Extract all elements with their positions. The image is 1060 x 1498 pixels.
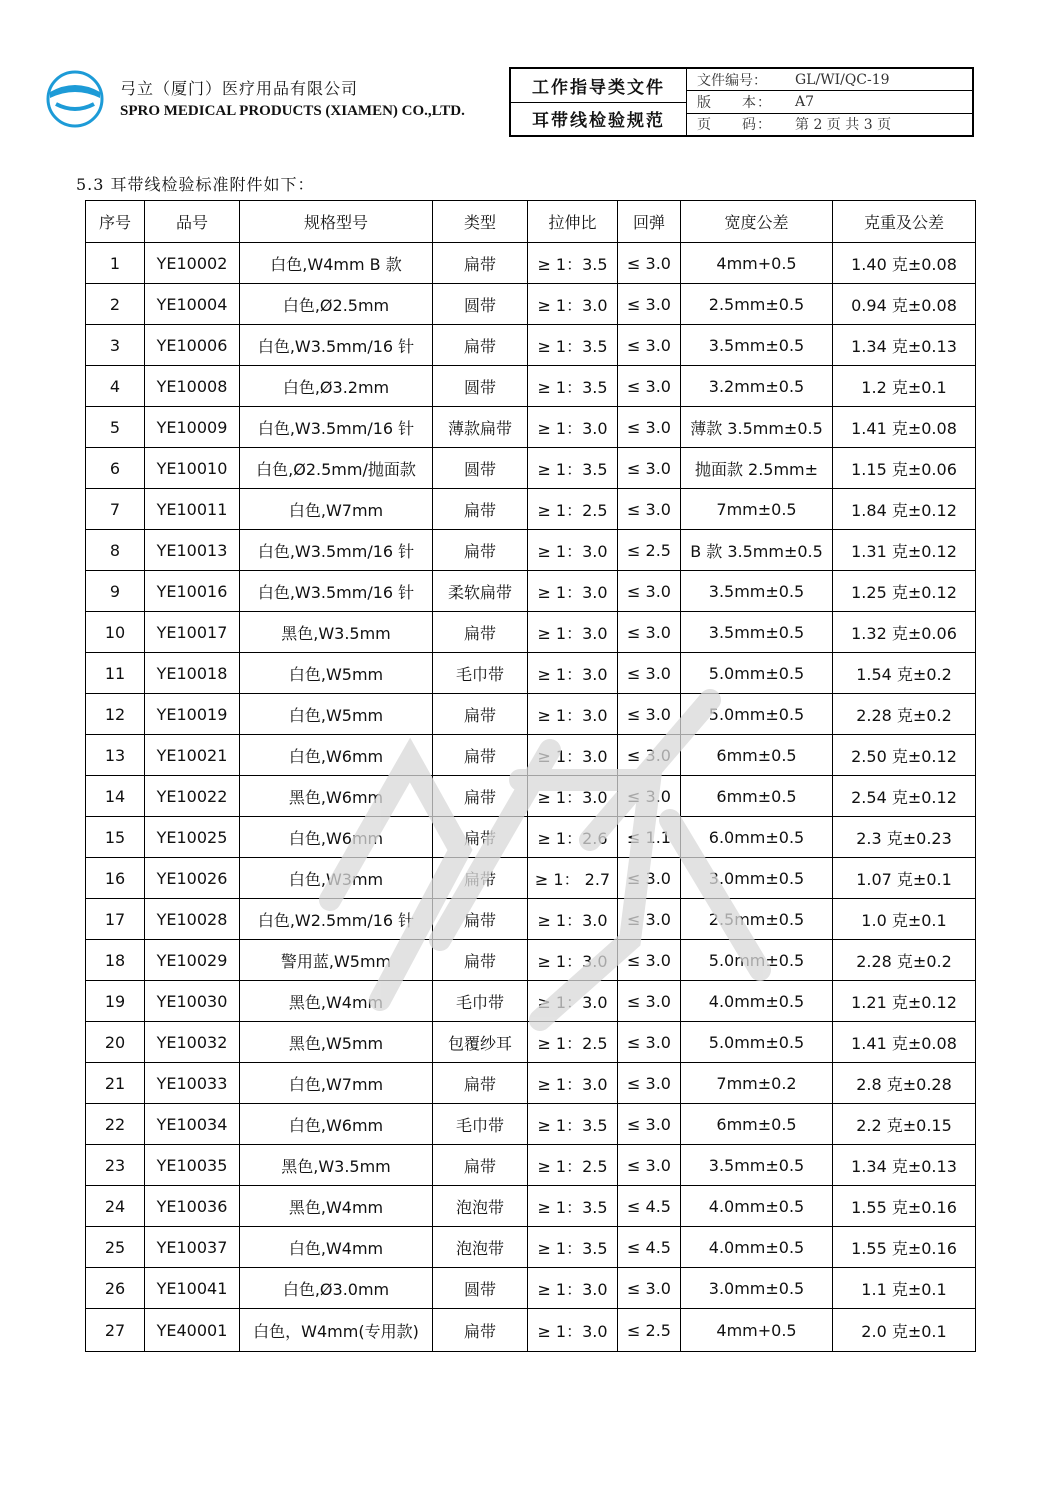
col-stretch-ratio-cell: ≥ 1：3.0 — [528, 653, 618, 694]
col-item-no-cell: YE10041 — [145, 1268, 240, 1309]
table-row — [86, 366, 976, 407]
col-rebound-cell: ≤ 3.0 — [618, 1268, 681, 1309]
company-logo-icon — [46, 70, 104, 128]
col-spec-cell: 白色,W7mm — [240, 1063, 433, 1104]
col-weight-tolerance-cell: 2.54 克±0.12 — [833, 776, 976, 817]
col-weight-tolerance-cell: 1.07 克±0.1 — [833, 858, 976, 899]
col-width-tolerance-cell: 5.0mm±0.5 — [681, 653, 833, 694]
document-number-row — [687, 69, 972, 91]
table-row — [86, 776, 976, 817]
company-name — [120, 78, 465, 122]
col-type-cell: 扁带 — [433, 612, 528, 653]
col-weight-tolerance-cell: 2.8 克±0.28 — [833, 1063, 976, 1104]
col-type-cell: 泡泡带 — [433, 1227, 528, 1268]
col-weight-tolerance-cell: 1.34 克±0.13 — [833, 325, 976, 366]
col-type-cell: 扁带 — [433, 243, 528, 284]
col-spec-cell: 白色,W5mm — [240, 694, 433, 735]
col-rebound-cell: ≤ 3.0 — [618, 1022, 681, 1063]
col-type-cell: 圆带 — [433, 284, 528, 325]
col-item-no-cell: YE10013 — [145, 530, 240, 571]
col-type-cell: 扁带 — [433, 776, 528, 817]
col-weight-tolerance-cell: 1.31 克±0.12 — [833, 530, 976, 571]
col-type-cell: 扁带 — [433, 940, 528, 981]
col-weight-tolerance-cell: 1.40 克±0.08 — [833, 243, 976, 284]
col-spec-cell: 白色,W6mm — [240, 1104, 433, 1145]
col-weight-tolerance-cell: 1.41 克±0.08 — [833, 407, 976, 448]
col-type-cell: 扁带 — [433, 530, 528, 571]
col-spec-cell: 黑色,W3.5mm — [240, 612, 433, 653]
col-weight-tolerance-cell: 1.41 克±0.08 — [833, 1022, 976, 1063]
col-rebound-cell: ≤ 3.0 — [618, 858, 681, 899]
col-rebound-cell: ≤ 4.5 — [618, 1186, 681, 1227]
col-width-tolerance-cell: 4.0mm±0.5 — [681, 981, 833, 1022]
col-width-tolerance-cell: 3.5mm±0.5 — [681, 571, 833, 612]
document-number: GL/WI/QC-19 — [795, 71, 890, 88]
col-index-cell: 22 — [86, 1104, 145, 1145]
col-spec-cell: 白色,W7mm — [240, 489, 433, 530]
col-index-cell: 8 — [86, 530, 145, 571]
col-stretch-ratio-cell: ≥ 1：3.5 — [528, 1186, 618, 1227]
col-type-cell: 扁带 — [433, 325, 528, 366]
col-spec-cell: 黑色,W4mm — [240, 1186, 433, 1227]
col-index-cell: 4 — [86, 366, 145, 407]
col-type-cell: 柔软扁带 — [433, 571, 528, 612]
table-row — [86, 653, 976, 694]
col-weight-tolerance-cell: 1.84 克±0.12 — [833, 489, 976, 530]
col-type-cell: 扁带 — [433, 489, 528, 530]
table-row — [86, 530, 976, 571]
col-width-tolerance-cell: 7mm±0.2 — [681, 1063, 833, 1104]
page-info: 第 2 页 共 3 页 — [795, 117, 892, 134]
col-index-cell: 18 — [86, 940, 145, 981]
section-title: 5.3 耳带线检验标准附件如下： — [76, 175, 315, 194]
col-type-cell: 扁带 — [433, 1063, 528, 1104]
col-width-tolerance-cell: 7mm±0.5 — [681, 489, 833, 530]
col-rebound-cell: ≤ 3.0 — [618, 1104, 681, 1145]
col-item-no-cell: YE10011 — [145, 489, 240, 530]
col-width-tolerance-cell: 4mm+0.5 — [681, 1309, 833, 1352]
col-stretch-ratio-cell: ≥ 1：3.5 — [528, 243, 618, 284]
header-col-stretch-ratio: 拉伸比 — [528, 201, 618, 243]
table-row — [86, 735, 976, 776]
document-category: 工作指导类文件 — [511, 69, 686, 103]
col-type-cell: 泡泡带 — [433, 1186, 528, 1227]
ear-loop-spec-table — [85, 200, 976, 1352]
col-item-no-cell: YE10006 — [145, 325, 240, 366]
table-row — [86, 940, 976, 981]
col-item-no-cell: YE10026 — [145, 858, 240, 899]
col-index-cell: 6 — [86, 448, 145, 489]
col-spec-cell: 白色,W3.5mm/16 针 — [240, 530, 433, 571]
col-stretch-ratio-cell: ≥ 1：3.0 — [528, 571, 618, 612]
col-width-tolerance-cell: 3.0mm±0.5 — [681, 1268, 833, 1309]
table-row — [86, 1104, 976, 1145]
col-rebound-cell: ≤ 3.0 — [618, 489, 681, 530]
col-item-no-cell: YE10033 — [145, 1063, 240, 1104]
col-width-tolerance-cell: 抛面款 2.5mm± — [681, 448, 833, 489]
col-type-cell: 圆带 — [433, 366, 528, 407]
col-index-cell: 25 — [86, 1227, 145, 1268]
col-spec-cell: 黑色,W5mm — [240, 1022, 433, 1063]
col-index-cell: 14 — [86, 776, 145, 817]
col-width-tolerance-cell: 3.5mm±0.5 — [681, 325, 833, 366]
col-stretch-ratio-cell: ≥ 1：3.0 — [528, 284, 618, 325]
header-col-spec: 规格型号 — [240, 201, 433, 243]
col-item-no-cell: YE10022 — [145, 776, 240, 817]
col-type-cell: 圆带 — [433, 448, 528, 489]
col-weight-tolerance-cell: 2.2 克±0.15 — [833, 1104, 976, 1145]
col-stretch-ratio-cell: ≥ 1：2.6 — [528, 817, 618, 858]
col-spec-cell: 白色,Ø3.0mm — [240, 1268, 433, 1309]
version-row — [687, 91, 972, 113]
col-type-cell: 扁带 — [433, 1145, 528, 1186]
col-spec-cell: 白色,Ø2.5mm/抛面款 — [240, 448, 433, 489]
col-weight-tolerance-cell: 1.21 克±0.12 — [833, 981, 976, 1022]
col-width-tolerance-cell: 3.5mm±0.5 — [681, 612, 833, 653]
col-item-no-cell: YE10028 — [145, 899, 240, 940]
table-row — [86, 817, 976, 858]
col-item-no-cell: YE10036 — [145, 1186, 240, 1227]
col-spec-cell: 白色,W4mm B 款 — [240, 243, 433, 284]
col-rebound-cell: ≤ 3.0 — [618, 325, 681, 366]
document-title-block — [511, 69, 687, 135]
table-row — [86, 981, 976, 1022]
col-index-cell: 1 — [86, 243, 145, 284]
document-meta-block — [687, 69, 972, 135]
col-spec-cell: 白色,W3.5mm/16 针 — [240, 407, 433, 448]
table-row — [86, 571, 976, 612]
col-item-no-cell: YE10035 — [145, 1145, 240, 1186]
col-rebound-cell: ≤ 3.0 — [618, 571, 681, 612]
col-rebound-cell: ≤ 3.0 — [618, 981, 681, 1022]
col-index-cell: 10 — [86, 612, 145, 653]
col-stretch-ratio-cell: ≥ 1：3.0 — [528, 735, 618, 776]
col-index-cell: 9 — [86, 571, 145, 612]
col-stretch-ratio-cell: ≥ 1：3.0 — [528, 940, 618, 981]
document-info-box — [509, 67, 974, 137]
col-index-cell: 2 — [86, 284, 145, 325]
col-item-no-cell: YE10009 — [145, 407, 240, 448]
col-stretch-ratio-cell: ≥ 1：3.5 — [528, 1104, 618, 1145]
col-width-tolerance-cell: 3.5mm±0.5 — [681, 1145, 833, 1186]
col-weight-tolerance-cell: 1.0 克±0.1 — [833, 899, 976, 940]
col-index-cell: 23 — [86, 1145, 145, 1186]
col-stretch-ratio-cell: ≥ 1： 2.7 — [528, 858, 618, 899]
company-name-cn: 弓立（厦门）医疗用品有限公司 — [120, 79, 359, 98]
table-row — [86, 1145, 976, 1186]
col-index-cell: 26 — [86, 1268, 145, 1309]
col-index-cell: 7 — [86, 489, 145, 530]
col-spec-cell: 黑色,W6mm — [240, 776, 433, 817]
col-stretch-ratio-cell: ≥ 1：3.0 — [528, 612, 618, 653]
col-index-cell: 15 — [86, 817, 145, 858]
col-weight-tolerance-cell: 2.0 克±0.1 — [833, 1309, 976, 1352]
col-type-cell: 扁带 — [433, 899, 528, 940]
col-width-tolerance-cell: 5.0mm±0.5 — [681, 940, 833, 981]
col-rebound-cell: ≤ 3.0 — [618, 1063, 681, 1104]
col-item-no-cell: YE10037 — [145, 1227, 240, 1268]
col-weight-tolerance-cell: 0.94 克±0.08 — [833, 284, 976, 325]
col-spec-cell: 白色,Ø2.5mm — [240, 284, 433, 325]
col-width-tolerance-cell: 3.2mm±0.5 — [681, 366, 833, 407]
table-row — [86, 448, 976, 489]
col-rebound-cell: ≤ 3.0 — [618, 694, 681, 735]
table-row — [86, 243, 976, 284]
col-width-tolerance-cell: 6mm±0.5 — [681, 776, 833, 817]
col-stretch-ratio-cell: ≥ 1：3.0 — [528, 981, 618, 1022]
col-stretch-ratio-cell: ≥ 1：2.5 — [528, 1145, 618, 1186]
col-item-no-cell: YE10025 — [145, 817, 240, 858]
col-rebound-cell: ≤ 2.5 — [618, 1309, 681, 1352]
col-rebound-cell: ≤ 3.0 — [618, 1145, 681, 1186]
col-spec-cell: 白色,W5mm — [240, 653, 433, 694]
table-row — [86, 612, 976, 653]
table-row — [86, 325, 976, 366]
col-index-cell: 21 — [86, 1063, 145, 1104]
col-spec-cell: 白色,W6mm — [240, 735, 433, 776]
col-rebound-cell: ≤ 3.0 — [618, 735, 681, 776]
table-row — [86, 407, 976, 448]
col-weight-tolerance-cell: 1.2 克±0.1 — [833, 366, 976, 407]
col-spec-cell: 白色，W4mm(专用款) — [240, 1309, 433, 1352]
col-stretch-ratio-cell: ≥ 1：2.5 — [528, 1022, 618, 1063]
col-index-cell: 3 — [86, 325, 145, 366]
col-index-cell: 5 — [86, 407, 145, 448]
col-item-no-cell: YE10002 — [145, 243, 240, 284]
col-weight-tolerance-cell: 1.25 克±0.12 — [833, 571, 976, 612]
col-stretch-ratio-cell: ≥ 1：3.0 — [528, 1063, 618, 1104]
col-stretch-ratio-cell: ≥ 1：3.0 — [528, 407, 618, 448]
col-index-cell: 13 — [86, 735, 145, 776]
table-row — [86, 694, 976, 735]
col-stretch-ratio-cell: ≥ 1：3.0 — [528, 530, 618, 571]
col-item-no-cell: YE10016 — [145, 571, 240, 612]
col-weight-tolerance-cell: 2.28 克±0.2 — [833, 694, 976, 735]
col-index-cell: 19 — [86, 981, 145, 1022]
col-rebound-cell: ≤ 3.0 — [618, 899, 681, 940]
col-width-tolerance-cell: 6.0mm±0.5 — [681, 817, 833, 858]
version-label: 版 本： — [697, 94, 772, 111]
document-title: 耳带线检验规范 — [532, 111, 665, 132]
table-row — [86, 899, 976, 940]
col-stretch-ratio-cell: ≥ 1：3.0 — [528, 1309, 618, 1352]
col-type-cell: 毛巾带 — [433, 981, 528, 1022]
col-spec-cell: 白色,W2.5mm/16 针 — [240, 899, 433, 940]
header-col-index: 序号 — [86, 201, 145, 243]
table-row — [86, 858, 976, 899]
col-index-cell: 17 — [86, 899, 145, 940]
table-row — [86, 1186, 976, 1227]
col-rebound-cell: ≤ 1.1 — [618, 817, 681, 858]
col-item-no-cell: YE10010 — [145, 448, 240, 489]
col-type-cell: 扁带 — [433, 858, 528, 899]
col-spec-cell: 黑色,W4mm — [240, 981, 433, 1022]
col-stretch-ratio-cell: ≥ 1：3.5 — [528, 325, 618, 366]
col-type-cell: 薄款扁带 — [433, 407, 528, 448]
col-item-no-cell: YE10019 — [145, 694, 240, 735]
col-rebound-cell: ≤ 3.0 — [618, 448, 681, 489]
table-row — [86, 1063, 976, 1104]
col-stretch-ratio-cell: ≥ 1：3.0 — [528, 899, 618, 940]
col-item-no-cell: YE10034 — [145, 1104, 240, 1145]
col-weight-tolerance-cell: 1.55 克±0.16 — [833, 1186, 976, 1227]
col-rebound-cell: ≤ 4.5 — [618, 1227, 681, 1268]
col-spec-cell: 白色,W3.5mm/16 针 — [240, 325, 433, 366]
col-spec-cell: 警用蓝,W5mm — [240, 940, 433, 981]
col-spec-cell: 白色,Ø3.2mm — [240, 366, 433, 407]
col-stretch-ratio-cell: ≥ 1：3.5 — [528, 1227, 618, 1268]
table-row — [86, 284, 976, 325]
col-rebound-cell: ≤ 3.0 — [618, 407, 681, 448]
col-width-tolerance-cell: 薄款 3.5mm±0.5 — [681, 407, 833, 448]
col-rebound-cell: ≤ 3.0 — [618, 284, 681, 325]
header-col-rebound: 回弹 — [618, 201, 681, 243]
col-item-no-cell: YE10008 — [145, 366, 240, 407]
col-width-tolerance-cell: 6mm±0.5 — [681, 1104, 833, 1145]
col-width-tolerance-cell: 3.0mm±0.5 — [681, 858, 833, 899]
col-item-no-cell: YE10017 — [145, 612, 240, 653]
col-width-tolerance-cell: 2.5mm±0.5 — [681, 899, 833, 940]
col-width-tolerance-cell: 5.0mm±0.5 — [681, 694, 833, 735]
col-weight-tolerance-cell: 2.28 克±0.2 — [833, 940, 976, 981]
col-spec-cell: 白色,W3.5mm/16 针 — [240, 571, 433, 612]
col-rebound-cell: ≤ 3.0 — [618, 653, 681, 694]
col-type-cell: 包覆纱耳 — [433, 1022, 528, 1063]
col-weight-tolerance-cell: 1.15 克±0.06 — [833, 448, 976, 489]
col-width-tolerance-cell: 6mm±0.5 — [681, 735, 833, 776]
col-index-cell: 20 — [86, 1022, 145, 1063]
version-value: A7 — [795, 93, 815, 110]
col-stretch-ratio-cell: ≥ 1：3.5 — [528, 366, 618, 407]
col-weight-tolerance-cell: 1.1 克±0.1 — [833, 1268, 976, 1309]
col-item-no-cell: YE10030 — [145, 981, 240, 1022]
header-col-item-no: 品号 — [145, 201, 240, 243]
col-weight-tolerance-cell: 2.3 克±0.23 — [833, 817, 976, 858]
page-row — [687, 114, 972, 135]
col-weight-tolerance-cell: 1.54 克±0.2 — [833, 653, 976, 694]
col-weight-tolerance-cell: 1.55 克±0.16 — [833, 1227, 976, 1268]
table-row — [86, 1309, 976, 1352]
col-width-tolerance-cell: 4.0mm±0.5 — [681, 1227, 833, 1268]
col-spec-cell: 白色,W6mm — [240, 817, 433, 858]
company-name-en: SPRO MEDICAL PRODUCTS (XIAMEN) CO.,LTD. — [120, 103, 465, 119]
col-weight-tolerance-cell: 2.50 克±0.12 — [833, 735, 976, 776]
col-type-cell: 毛巾带 — [433, 1104, 528, 1145]
col-spec-cell: 白色,W4mm — [240, 1227, 433, 1268]
col-type-cell: 扁带 — [433, 817, 528, 858]
col-stretch-ratio-cell: ≥ 1：2.5 — [528, 489, 618, 530]
col-stretch-ratio-cell: ≥ 1：3.5 — [528, 448, 618, 489]
col-type-cell: 圆带 — [433, 1268, 528, 1309]
document-number-label: 文件编号： — [697, 72, 767, 89]
table-header-row — [86, 201, 976, 243]
col-stretch-ratio-cell: ≥ 1：3.0 — [528, 776, 618, 817]
col-rebound-cell: ≤ 3.0 — [618, 776, 681, 817]
table-row — [86, 1022, 976, 1063]
col-stretch-ratio-cell: ≥ 1：3.0 — [528, 1268, 618, 1309]
table-row — [86, 1268, 976, 1309]
col-spec-cell: 白色,W3mm — [240, 858, 433, 899]
col-rebound-cell: ≤ 2.5 — [618, 530, 681, 571]
col-weight-tolerance-cell: 1.32 克±0.06 — [833, 612, 976, 653]
header-col-weight-tolerance: 克重及公差 — [833, 201, 976, 243]
col-rebound-cell: ≤ 3.0 — [618, 366, 681, 407]
col-weight-tolerance-cell: 1.34 克±0.13 — [833, 1145, 976, 1186]
col-width-tolerance-cell: 2.5mm±0.5 — [681, 284, 833, 325]
col-index-cell: 16 — [86, 858, 145, 899]
table-row — [86, 489, 976, 530]
col-index-cell: 12 — [86, 694, 145, 735]
col-width-tolerance-cell: 4.0mm±0.5 — [681, 1186, 833, 1227]
page-label: 页 码： — [697, 117, 772, 134]
col-spec-cell: 黑色,W3.5mm — [240, 1145, 433, 1186]
col-width-tolerance-cell: 5.0mm±0.5 — [681, 1022, 833, 1063]
col-item-no-cell: YE10032 — [145, 1022, 240, 1063]
col-index-cell: 24 — [86, 1186, 145, 1227]
col-item-no-cell: YE10018 — [145, 653, 240, 694]
col-type-cell: 毛巾带 — [433, 653, 528, 694]
col-rebound-cell: ≤ 3.0 — [618, 940, 681, 981]
col-index-cell: 11 — [86, 653, 145, 694]
col-rebound-cell: ≤ 3.0 — [618, 243, 681, 284]
col-type-cell: 扁带 — [433, 1309, 528, 1352]
table-row — [86, 1227, 976, 1268]
col-item-no-cell: YE10029 — [145, 940, 240, 981]
col-type-cell: 扁带 — [433, 694, 528, 735]
col-item-no-cell: YE40001 — [145, 1309, 240, 1352]
col-item-no-cell: YE10021 — [145, 735, 240, 776]
col-item-no-cell: YE10004 — [145, 284, 240, 325]
table-body — [86, 243, 976, 1352]
header-col-type: 类型 — [433, 201, 528, 243]
header-col-width-tolerance: 宽度公差 — [681, 201, 833, 243]
col-rebound-cell: ≤ 3.0 — [618, 612, 681, 653]
col-index-cell: 27 — [86, 1309, 145, 1352]
col-width-tolerance-cell: B 款 3.5mm±0.5 — [681, 530, 833, 571]
col-type-cell: 扁带 — [433, 735, 528, 776]
col-width-tolerance-cell: 4mm+0.5 — [681, 243, 833, 284]
col-stretch-ratio-cell: ≥ 1：3.0 — [528, 694, 618, 735]
